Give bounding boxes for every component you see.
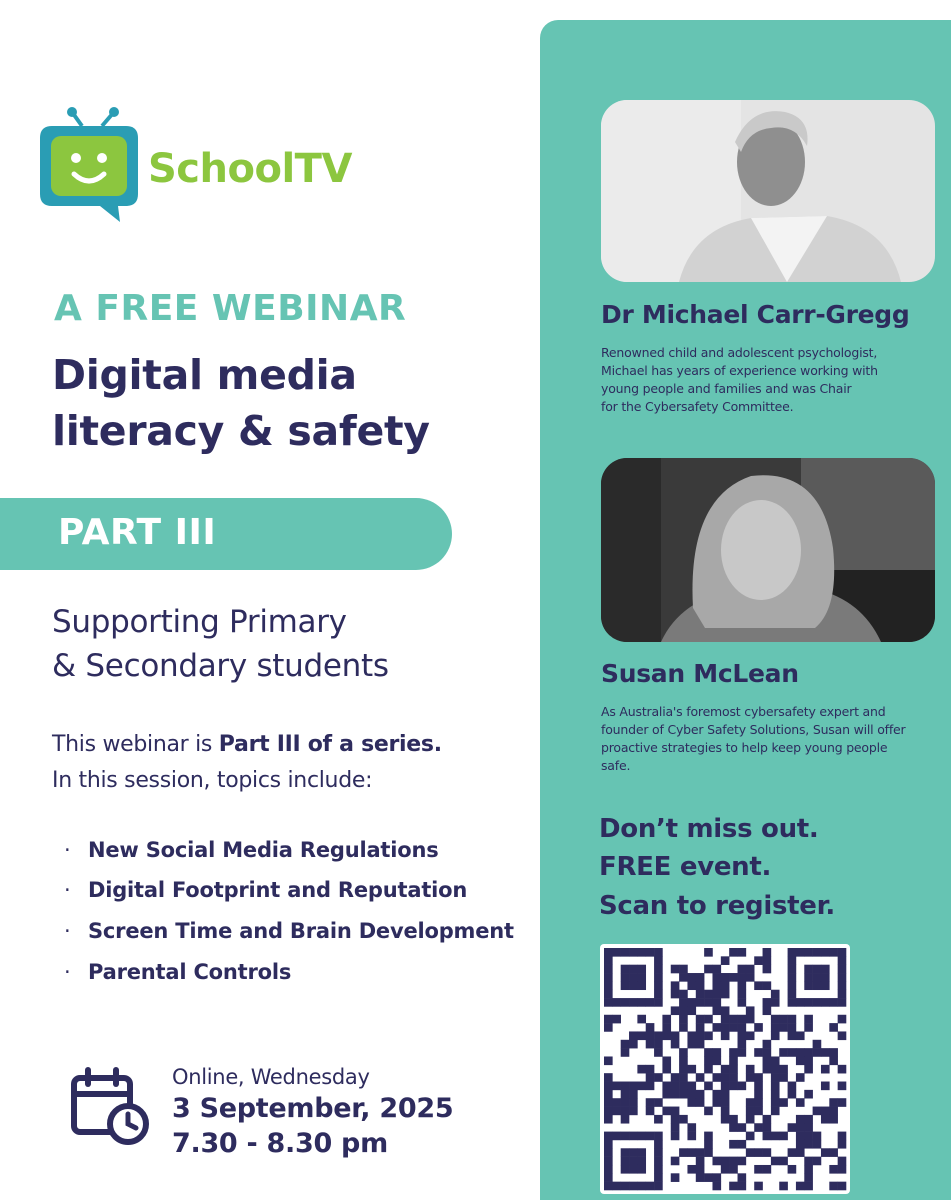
speaker-bio-line: safe. xyxy=(601,758,631,773)
part-label: PART III xyxy=(58,512,217,553)
speaker-name: Dr Michael Carr-Gregg xyxy=(601,300,910,329)
topic-item xyxy=(64,838,439,862)
cta-line: Scan to register. xyxy=(599,891,835,921)
subtitle-line-2: & Secondary students xyxy=(52,648,389,684)
event-time: 7.30 - 8.30 pm xyxy=(172,1128,388,1159)
speaker-bio-line: Renowned child and adolescent psychologist, xyxy=(601,345,878,360)
topic-label: Parental Controls xyxy=(88,960,292,984)
page-title-line-2: literacy & safety xyxy=(52,407,430,455)
bullet-icon: · xyxy=(64,838,71,862)
topic-item xyxy=(64,919,514,943)
topic-label: New Social Media Regulations xyxy=(88,838,439,862)
topic-label: Digital Footprint and Reputation xyxy=(88,878,468,902)
subtitle-line-1: Supporting Primary xyxy=(52,604,347,640)
cta-line: Don’t miss out. xyxy=(599,814,819,844)
calendar-clock-icon xyxy=(70,1066,150,1146)
speaker-photo-susan xyxy=(601,458,935,642)
topic-item xyxy=(64,878,467,902)
cta-line: FREE event. xyxy=(599,852,772,882)
logo-wordmark: SchoolTV xyxy=(148,146,352,192)
speaker-photo-michael xyxy=(601,100,935,282)
intro-series-note: Part III of a series. xyxy=(218,732,442,757)
speaker-bio-line: founder of Cyber Safety Solutions, Susan will offer xyxy=(601,722,906,737)
bullet-icon: · xyxy=(64,919,71,943)
speaker-bio-line: As Australia's foremost cybersafety expert and xyxy=(601,704,886,719)
event-eyebrow: A FREE WEBINAR xyxy=(54,288,407,329)
speaker-bio-line: proactive strategies to help keep young people xyxy=(601,740,888,755)
event-date: 3 September, 2025 xyxy=(172,1093,454,1124)
speaker-bio-line: young people and families and was Chair xyxy=(601,381,852,396)
intro-line-2: In this session, topics include: xyxy=(52,768,373,793)
event-format: Online, Wednesday xyxy=(172,1065,370,1089)
qr-code[interactable] xyxy=(600,944,850,1194)
topic-item xyxy=(64,960,291,984)
topic-label: Screen Time and Brain Development xyxy=(88,919,514,943)
bullet-icon: · xyxy=(64,960,71,984)
intro-line-1 xyxy=(52,732,442,757)
speaker-bio-line: for the Cybersafety Committee. xyxy=(601,399,794,414)
intro-prefix: This webinar is xyxy=(52,732,219,757)
bullet-icon: · xyxy=(64,878,71,902)
page-title-line-1: Digital media xyxy=(52,351,357,399)
speaker-name: Susan McLean xyxy=(601,659,799,688)
speaker-bio-line: Michael has years of experience working with xyxy=(601,363,878,378)
